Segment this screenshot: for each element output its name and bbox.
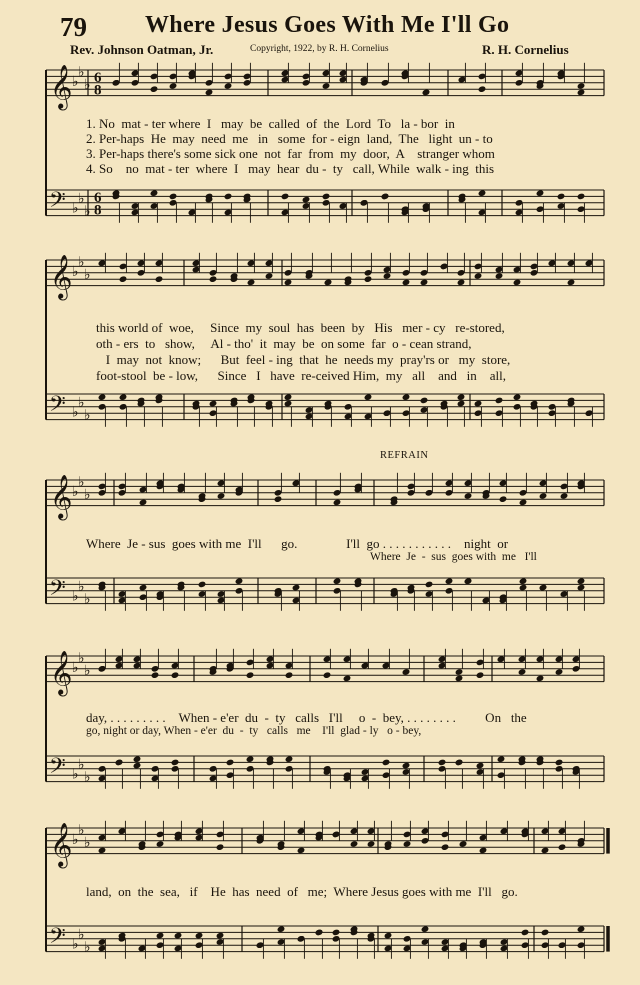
flat-sign: ♭ xyxy=(78,190,85,207)
bass-notehead xyxy=(224,193,233,201)
treble-notehead xyxy=(217,492,226,500)
bass-notehead xyxy=(557,193,566,201)
treble-notehead xyxy=(171,671,180,679)
flat-sign: ♭ xyxy=(78,822,85,839)
treble-notehead xyxy=(422,89,431,97)
treble-notehead xyxy=(459,840,468,848)
bass-notehead xyxy=(216,932,225,940)
flat-sign: ♭ xyxy=(72,766,79,783)
flat-sign: ♭ xyxy=(84,487,91,504)
treble-notehead xyxy=(285,671,294,679)
treble-notehead xyxy=(139,499,148,507)
music-system-5 xyxy=(46,822,604,982)
treble-notehead xyxy=(577,89,586,97)
treble-notehead xyxy=(246,671,255,679)
verse-1-line-2: this world of woe, Since my soul has been by His mer - cy re-stored, xyxy=(96,320,505,335)
bass-notehead xyxy=(521,929,530,937)
treble-notehead xyxy=(367,840,376,848)
flat-sign: ♭ xyxy=(84,591,91,608)
treble-notehead xyxy=(98,847,107,855)
bass-notehead xyxy=(495,397,504,405)
treble-clef: 𝄞 xyxy=(50,474,73,519)
bass-notehead xyxy=(402,762,411,770)
treble-notehead xyxy=(333,499,342,507)
treble-notehead xyxy=(155,275,164,283)
bass-notehead xyxy=(364,393,373,401)
bass-notehead xyxy=(139,584,148,592)
treble-notehead xyxy=(343,675,352,683)
bass-notehead xyxy=(302,196,311,204)
treble-notehead xyxy=(577,82,586,90)
treble-notehead xyxy=(265,272,274,280)
bass-notehead xyxy=(438,759,447,767)
treble-clef: 𝄞 xyxy=(50,822,73,867)
treble-notehead xyxy=(247,279,256,287)
treble-notehead xyxy=(455,668,464,676)
bass-notehead xyxy=(577,584,586,592)
music-system-2 xyxy=(46,254,604,438)
treble-notehead xyxy=(169,82,178,90)
bass-notehead xyxy=(536,189,545,197)
flat-sign: ♭ xyxy=(84,267,91,284)
flat-sign: ♭ xyxy=(72,832,79,848)
bass-notehead xyxy=(464,577,473,585)
bass-notehead xyxy=(284,400,293,408)
treble-notehead xyxy=(499,495,508,503)
hymn-composer: R. H. Cornelius xyxy=(482,42,569,57)
flat-sign: ♭ xyxy=(78,474,85,491)
treble-notehead xyxy=(297,847,306,855)
bass-notehead xyxy=(281,193,290,201)
time-signature-bottom: 8 xyxy=(94,82,102,99)
verse-3-line-1: 3. Per-haps there's some sick one not far from my door, A stranger whom xyxy=(86,146,495,161)
bass-notehead xyxy=(474,400,483,408)
bass-notehead xyxy=(119,393,128,401)
verse-4-line-1: 4. So no mat - ter where I may hear du - ty call, While walk - ing this xyxy=(86,161,495,176)
bass-notehead xyxy=(539,584,548,592)
flat-sign: ♭ xyxy=(84,663,91,680)
treble-clef: 𝄞 xyxy=(50,64,73,109)
bass-notehead xyxy=(171,759,180,767)
treble-notehead xyxy=(402,668,411,676)
music-system-4 xyxy=(46,650,604,800)
refrain-line-1: Where Je - sus goes with me I'll go. I'll go . . . . . . . . . . . night or xyxy=(86,536,509,551)
time-signature-bottom: 8 xyxy=(94,202,102,219)
treble-notehead xyxy=(274,495,283,503)
treble-notehead xyxy=(216,843,225,851)
time-signature-top: 6 xyxy=(94,69,102,86)
flat-sign: ♭ xyxy=(78,926,85,943)
bass-notehead xyxy=(381,193,390,201)
bass-notehead xyxy=(425,581,434,589)
bass-clef: 𝄢 xyxy=(49,576,66,607)
treble-notehead xyxy=(555,668,564,676)
verse-4-line-2: foot-stool be - low, Since I have re-ceived Him, my all and in all, xyxy=(96,368,507,383)
bass-notehead xyxy=(150,189,159,197)
bass-notehead xyxy=(169,193,178,201)
treble-notehead xyxy=(518,668,527,676)
treble-clef: 𝄞 xyxy=(50,254,73,299)
bass-notehead xyxy=(209,400,218,408)
verse-2-line-2: oth - ers to show, Al - tho' it may be on some far o - cean strand, xyxy=(96,336,472,351)
verse-2-line-1: 2. Per-haps He may need me in some for - eign land, The light un - to xyxy=(86,131,493,146)
treble-notehead xyxy=(464,492,473,500)
bass-notehead xyxy=(315,929,324,937)
bass-clef: 𝄢 xyxy=(49,754,66,785)
treble-notehead xyxy=(567,279,576,287)
bass-notehead xyxy=(402,393,411,401)
bass-notehead xyxy=(195,932,204,940)
bass-notehead xyxy=(513,393,522,401)
bass-notehead xyxy=(382,759,391,767)
flat-sign: ♭ xyxy=(84,77,91,94)
treble-notehead xyxy=(383,272,392,280)
bass-notehead xyxy=(577,193,586,201)
flat-sign: ♭ xyxy=(78,394,85,411)
bass-notehead xyxy=(421,925,430,933)
flat-sign: ♭ xyxy=(78,650,85,667)
treble-notehead xyxy=(323,671,332,679)
treble-notehead xyxy=(402,279,411,287)
bass-notehead xyxy=(285,755,294,763)
flat-sign: ♭ xyxy=(72,484,79,500)
flat-sign: ♭ xyxy=(78,578,85,595)
treble-notehead xyxy=(513,279,522,287)
flat-sign: ♭ xyxy=(72,200,79,217)
treble-notehead xyxy=(151,671,160,679)
bass-notehead xyxy=(277,925,286,933)
treble-notehead xyxy=(474,272,483,280)
refrain-line-2-alto: go, night or day, When - e'er du - ty calls me I'll glad - ly o - bey, xyxy=(86,725,422,737)
refrain-label: REFRAIN xyxy=(380,450,429,461)
flat-sign: ♭ xyxy=(78,254,85,271)
bass-notehead xyxy=(332,929,341,937)
treble-notehead xyxy=(420,279,429,287)
treble-notehead xyxy=(519,499,528,507)
bass-notehead xyxy=(174,932,183,940)
treble-notehead xyxy=(364,275,373,283)
bass-notehead xyxy=(333,577,342,585)
bass-notehead xyxy=(555,759,564,767)
treble-notehead xyxy=(455,675,464,683)
treble-notehead xyxy=(495,272,504,280)
bass-notehead xyxy=(156,932,165,940)
treble-notehead xyxy=(457,279,466,287)
bass-notehead xyxy=(519,584,528,592)
bass-notehead xyxy=(284,393,293,401)
treble-notehead xyxy=(476,671,485,679)
flat-sign: ♭ xyxy=(84,407,91,424)
flat-sign: ♭ xyxy=(84,835,91,852)
bass-notehead xyxy=(246,755,255,763)
bass-notehead xyxy=(98,393,107,401)
treble-notehead xyxy=(536,675,545,683)
flat-sign: ♭ xyxy=(84,939,91,956)
bass-notehead xyxy=(478,189,487,197)
bass-notehead xyxy=(457,400,466,408)
bass-clef: 𝄢 xyxy=(49,392,66,423)
bass-notehead xyxy=(198,581,207,589)
bass-notehead xyxy=(115,759,124,767)
bass-notehead xyxy=(226,759,235,767)
bass-notehead xyxy=(133,755,142,763)
bass-notehead xyxy=(292,584,301,592)
treble-notehead xyxy=(322,82,331,90)
flat-sign: ♭ xyxy=(72,404,79,421)
flat-sign: ♭ xyxy=(78,756,85,773)
bass-notehead xyxy=(235,577,244,585)
treble-notehead xyxy=(284,279,293,287)
bass-notehead xyxy=(133,762,142,770)
flat-sign: ♭ xyxy=(72,936,79,953)
bass-notehead xyxy=(497,755,506,763)
bass-notehead xyxy=(476,762,485,770)
flat-sign: ♭ xyxy=(72,660,79,676)
music-system-1 xyxy=(46,58,604,228)
flat-sign: ♭ xyxy=(72,264,79,280)
flat-sign: ♭ xyxy=(84,769,91,786)
flat-sign: ♭ xyxy=(72,588,79,605)
treble-notehead xyxy=(479,847,488,855)
treble-notehead xyxy=(403,840,412,848)
flat-sign: ♭ xyxy=(72,74,79,90)
hymn-author: Rev. Johnson Oatman, Jr. xyxy=(70,42,214,57)
bass-clef: 𝄢 xyxy=(49,924,66,955)
music-system-3 xyxy=(46,470,604,620)
treble-notehead xyxy=(539,492,548,500)
verse-1-line-1: 1. No mat - ter where I may be called of the Lord To la - bor in xyxy=(86,116,455,131)
bass-clef: 𝄢 xyxy=(49,188,66,219)
refrain-line-1-alto: Where Je - sus goes with me I'll xyxy=(370,551,537,563)
bass-notehead xyxy=(420,397,429,405)
time-signature-top: 6 xyxy=(94,189,102,206)
bass-notehead xyxy=(455,759,464,767)
treble-notehead xyxy=(209,275,218,283)
bass-notehead xyxy=(577,925,586,933)
treble-notehead xyxy=(224,82,233,90)
treble-notehead xyxy=(205,89,214,97)
treble-notehead xyxy=(560,492,569,500)
bass-notehead xyxy=(541,929,550,937)
treble-notehead xyxy=(558,843,567,851)
verse-3-line-2: I may not know; But feel - ing that he needs my pray'rs or my store, xyxy=(96,352,511,367)
bass-notehead xyxy=(577,577,586,585)
refrain-line-3: land, on the sea, if He has need of me; Where Jesus goes with me I'll go. xyxy=(86,884,518,899)
treble-clef: 𝄞 xyxy=(50,650,73,695)
treble-notehead xyxy=(441,843,450,851)
treble-notehead xyxy=(156,840,165,848)
flat-sign: ♭ xyxy=(84,203,91,220)
treble-notehead xyxy=(150,85,159,93)
treble-notehead xyxy=(350,840,359,848)
hymn-number: 79 xyxy=(60,12,87,42)
treble-notehead xyxy=(324,279,333,287)
treble-notehead xyxy=(119,275,128,283)
bass-notehead xyxy=(445,577,454,585)
bass-notehead xyxy=(457,393,466,401)
hymn-title: Where Jesus Goes With Me I'll Go xyxy=(145,12,510,38)
refrain-line-2: day, . . . . . . . . . When - e'er du - ty calls I'll o - bey, . . . . . . . . On the xyxy=(86,710,527,725)
flat-sign: ♭ xyxy=(78,64,85,81)
treble-notehead xyxy=(541,847,550,855)
bass-notehead xyxy=(384,932,393,940)
hymn-copyright: Copyright, 1922, by R. H. Cornelius xyxy=(250,44,389,54)
bass-notehead xyxy=(322,193,331,201)
staff-system-5 xyxy=(46,822,604,982)
bass-notehead xyxy=(519,577,528,585)
treble-notehead xyxy=(478,85,487,93)
